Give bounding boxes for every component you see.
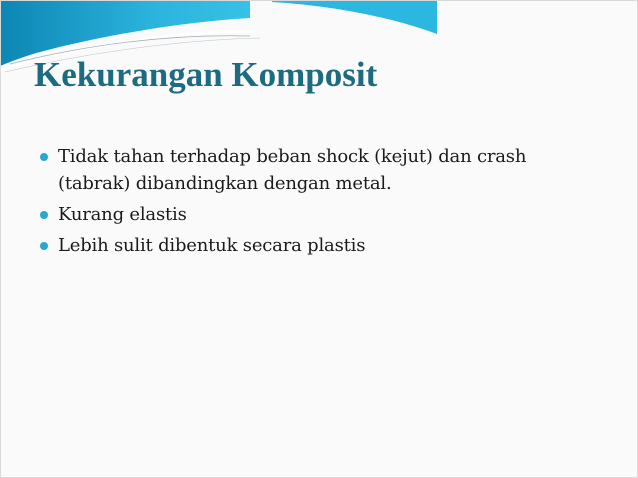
header-band-right <box>272 0 437 34</box>
bullet-text: Lebih sulit dibentuk secara plastis <box>58 235 366 256</box>
round-bullet-icon <box>40 153 48 161</box>
bullet-item <box>40 143 600 197</box>
bullet-text: Tidak tahan terhadap beban shock (kejut) dan crash (tabrak) dibandingkan dengan metal. <box>58 146 527 194</box>
slide-title: Kekurangan Komposit <box>34 55 378 94</box>
round-bullet-icon <box>40 211 48 219</box>
round-bullet-icon <box>40 242 48 250</box>
bullet-list <box>40 143 600 263</box>
bullet-item <box>40 232 600 259</box>
bullet-text: Kurang elastis <box>58 204 187 225</box>
bullet-item <box>40 201 600 228</box>
